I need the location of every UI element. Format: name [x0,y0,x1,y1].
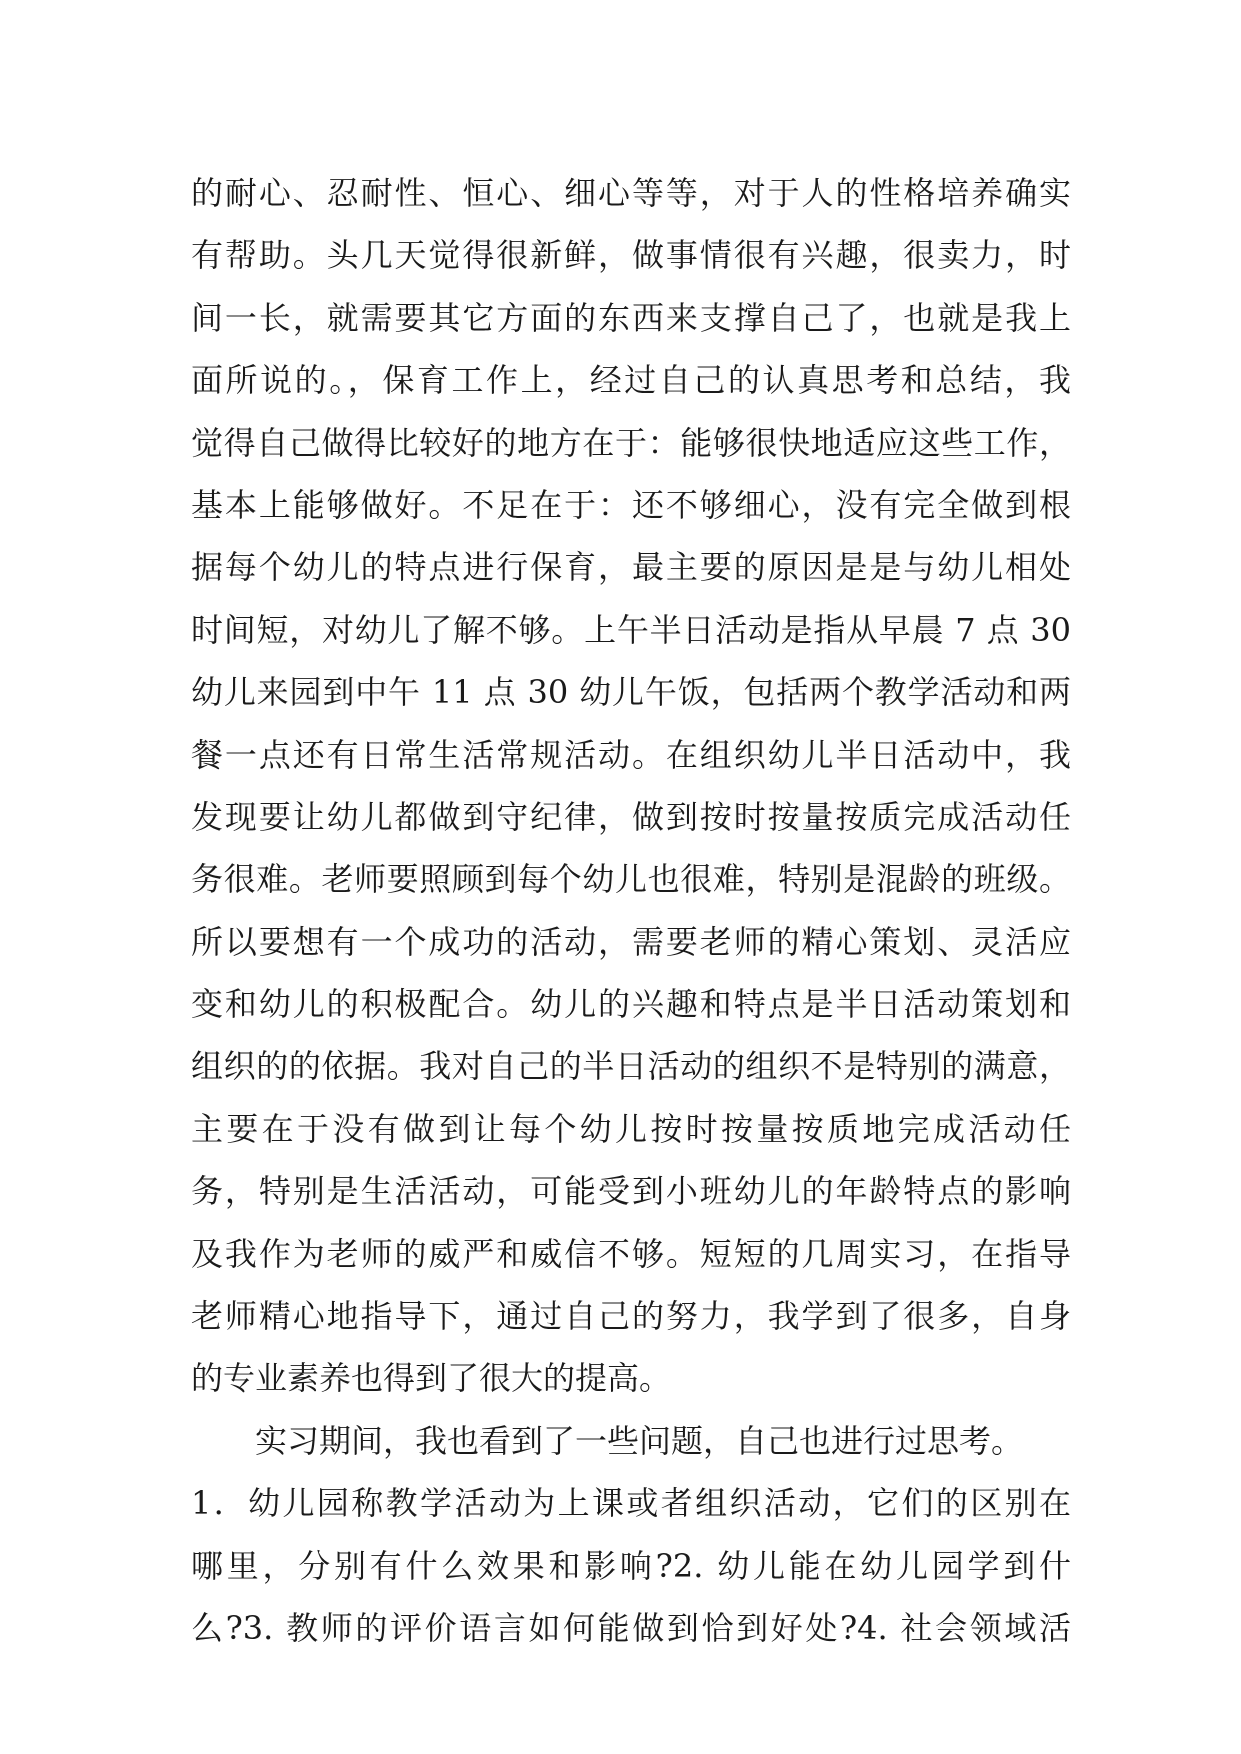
text-line: 组织的的依据。我对自己的半日活动的组织不是特别的满意， [191,1047,1071,1086]
text-line: 变和幼儿的积极配合。幼儿的兴趣和特点是半日活动策划和 [191,985,1071,1024]
text-line: 1．幼儿园称教学活动为上课或者组织活动，它们的区别在 [191,1484,1071,1523]
text-line: 老师精心地指导下，通过自己的努力，我学到了很多，自身 [191,1297,1071,1336]
text-line: 有帮助。头几天觉得很新鲜，做事情很有兴趣，很卖力，时 [191,236,1071,275]
body-text [191,162,1071,1659]
text-line: 时间短，对幼儿了解不够。上午半日活动是指从早晨 7 点 30 [191,610,1071,649]
text-line: 及我作为老师的威严和威信不够。短短的几周实习，在指导 [191,1234,1071,1273]
text-line: 哪里，分别有什么效果和影响?2. 幼儿能在幼儿园学到什 [191,1546,1071,1585]
text-line: 幼儿来园到中午 11 点 30 幼儿午饭，包括两个教学活动和两 [191,673,1071,712]
text-line: 的耐心、忍耐性、恒心、细心等等，对于人的性格培养确实 [191,174,1071,212]
text-line: 主要在于没有做到让每个幼儿按时按量按质地完成活动任 [191,1109,1071,1148]
text-line: 面所说的。，保育工作上，经过自己的认真思考和总结，我 [191,361,1071,400]
text-line: 据每个幼儿的特点进行保育，最主要的原因是是与幼儿相处 [191,548,1071,587]
text-line: 间一长，就需要其它方面的东西来支撑自己了，也就是我上 [191,298,1071,337]
text-line: 基本上能够做好。不足在于：还不够细心，没有完全做到根 [191,485,1071,524]
text-line: 餐一点还有日常生活常规活动。在组织幼儿半日活动中，我 [191,735,1071,774]
text-line: 务很难。老师要照顾到每个幼儿也很难，特别是混龄的班级。 [191,860,1071,899]
text-line: 觉得自己做得比较好的地方在于：能够很快地适应这些工作， [191,423,1071,462]
paragraph-start-line: 实习期间，我也看到了一些问题，自己也进行过思考。 [255,1421,1024,1460]
paragraph-end-line: 的专业素养也得到了很大的提高。 [191,1359,672,1398]
text-line: 么?3. 教师的评价语言如何能做到恰到好处?4. 社会领域活 [191,1608,1071,1647]
text-line: 所以要想有一个成功的活动，需要老师的精心策划、灵活应 [191,922,1071,961]
text-line: 务，特别是生活活动，可能受到小班幼儿的年龄特点的影响 [191,1172,1071,1211]
text-line: 发现要让幼儿都做到守纪律，做到按时按量按质完成活动任 [191,797,1071,836]
